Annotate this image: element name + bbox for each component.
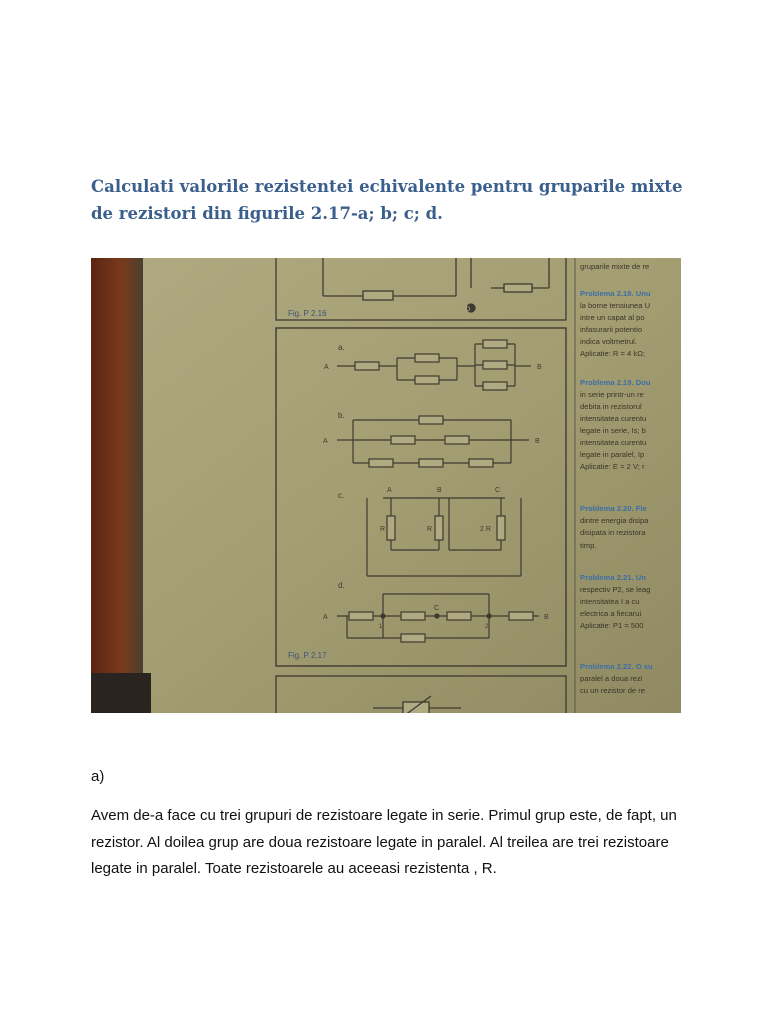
node-2-d: 2 (485, 624, 489, 630)
node-1-d: 1 (379, 624, 383, 630)
node-b-a: B (537, 364, 542, 371)
resistor-label-c1: R (380, 526, 386, 533)
part-a-label: a. (338, 343, 345, 352)
side-text-line: Problema 2.22. O su (580, 662, 653, 671)
side-text-line: legate in serie, Is; b (580, 426, 646, 435)
page-edge (91, 258, 143, 713)
node-b-d: B (544, 614, 549, 621)
side-text-line: intensitatea curentu (580, 414, 647, 423)
side-text-line: disipata in rezistora (580, 528, 646, 537)
node-b-b: B (535, 438, 540, 445)
side-text-line: intensitatea curentu (580, 438, 647, 447)
resistor-label-2r: 2 R (480, 526, 491, 533)
node-a-d: A (323, 614, 328, 621)
side-text-line: infasurarii potentio (580, 325, 643, 334)
side-text-line: Problema 2.20. Fie (580, 504, 647, 513)
answer-part-label: a) (91, 768, 105, 785)
fig-top-label: Fig. P 2.16 (288, 309, 327, 318)
side-text-line: timp. (580, 541, 597, 550)
node-c-c: C (495, 487, 501, 494)
part-d-label: d. (338, 581, 345, 590)
textbook-photo (91, 258, 681, 713)
part-b-label: b. (338, 411, 345, 420)
node-a-c: A (387, 487, 392, 494)
side-text-line: debita in rezistorul (580, 402, 642, 411)
side-text-line: la borne tensiunea U (580, 301, 651, 310)
side-text-line: cu un rezistor de re (580, 686, 645, 695)
node-a-b: A (323, 438, 328, 445)
side-text-line: gruparile mixte de re (580, 262, 650, 271)
side-text-line: electrica a fiecarui (580, 609, 642, 618)
side-text-line: Aplicatie: P1 = 500 (580, 621, 644, 630)
node-c-d: C (434, 605, 440, 612)
resistor-label-c2: R (427, 526, 433, 533)
side-text-line: intensitatea I a cu (580, 597, 640, 606)
exercise-heading: Calculati valorile rezistentei echivalente pentru gruparile mixte de rezistori din figurile 2.17-a; b; c; d. (91, 177, 683, 223)
side-text-line: in serie printr-un re (580, 390, 644, 399)
side-text-line: paralel a doua rezi (580, 674, 643, 683)
side-text-line: respectiv P2, se leag (580, 585, 651, 594)
side-text-line: intre un capat al po (580, 313, 645, 322)
side-text-line: Aplicatie: E = 2 V; r (580, 462, 645, 471)
side-text-line: dintre energia disipa (580, 516, 649, 525)
side-text-line: indica voltmetrul. (580, 337, 637, 346)
part-c-label: c. (338, 491, 345, 500)
side-text-line: Problema 2.18. Unu (580, 289, 651, 298)
fig-label: Fig. P 2.17 (288, 651, 327, 660)
fig-top-part: b (465, 304, 471, 313)
side-text-line: legate in paralel, Ip (580, 450, 645, 459)
node-a-a: A (324, 364, 329, 371)
side-text-line: Problema 2.21. Un (580, 573, 646, 582)
shadow-corner (91, 673, 151, 713)
answer-paragraph: Avem de-a face cu trei grupuri de rezistoare legate in serie. Primul grup este, de fapt, un rezistor. Al doilea grup are doua rezistoare legate in paralel. Al treilea are trei rezistoare legate in paralel. Toate rezistoarele au aceeasi rezistenta , R. (91, 807, 677, 877)
node-b-c: B (437, 487, 442, 494)
side-text-line: Problema 2.19. Dou (580, 378, 651, 387)
side-text-line: Aplicatie: R = 4 kΩ; (580, 349, 645, 358)
